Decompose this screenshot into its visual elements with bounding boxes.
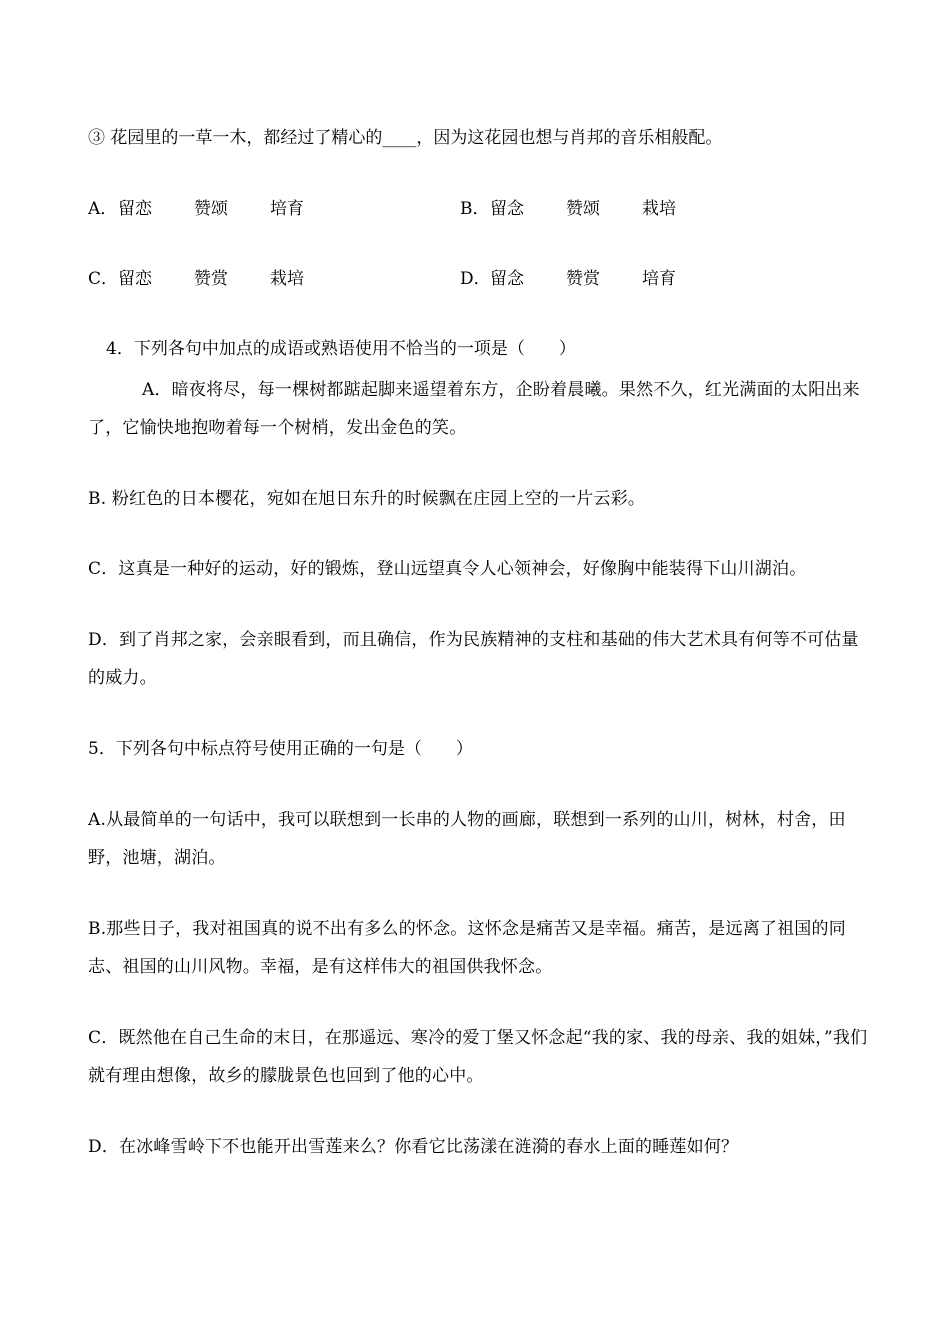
option-word: 赞颂 xyxy=(194,199,228,219)
option-word: 赞赏 xyxy=(566,269,600,289)
option-word: 留恋 xyxy=(118,269,152,289)
option-letter: B． xyxy=(460,199,490,219)
q5-option-c: C．既然他在自己生命的末日，在那遥远、寒冷的爱丁堡又怀念起“我的家、我的母亲、我的姐妹，”我们就有理由想像，故乡的朦胧景色也回到了他的心中。 xyxy=(88,1028,868,1086)
q4-option-d: D．到了肖邦之家，会亲眼看到，而且确信，作为民族精神的支柱和基础的伟大艺术具有何等不可估量的威力。 xyxy=(88,630,859,688)
q3-option-c xyxy=(88,268,346,290)
option-word: 赞赏 xyxy=(194,269,228,289)
option-word: 栽培 xyxy=(270,269,304,289)
option-letter: D． xyxy=(460,269,491,289)
q3-sentence-3: ③ 花园里的一草一木，都经过了精心的____，因为这花园也想与肖邦的音乐相般配。 xyxy=(88,128,723,148)
q4-stem: 4．下列各句中加点的成语或熟语使用不恰当的一项是（ ） xyxy=(106,339,576,359)
option-word: 培育 xyxy=(642,269,676,289)
q5-option-d: D．在冰峰雪岭下不也能开出雪莲来么？你看它比荡漾在涟漪的春水上面的睡莲如何？ xyxy=(88,1137,739,1157)
q4-option-c: C．这真是一种好的运动，好的锻炼，登山远望真令人心领神会，好像胸中能装得下山川湖泊。 xyxy=(88,559,807,579)
q3-option-d xyxy=(460,268,718,290)
option-word: 留恋 xyxy=(118,199,152,219)
q5-option-b: B.那些日子，我对祖国真的说不出有多么的怀念。这怀念是痛苦又是幸福。痛苦，是远离了祖国的同志、祖国的山川风物。幸福，是有这样伟大的祖国供我怀念。 xyxy=(88,919,846,977)
option-letter: C． xyxy=(88,269,119,289)
q3-option-a xyxy=(88,198,346,220)
q3-option-b xyxy=(460,198,718,220)
q4-option-b: B. 粉红色的日本樱花，宛如在旭日东升的时候飘在庄园上空的一片云彩。 xyxy=(88,489,646,509)
q5-option-a: A.从最简单的一句话中，我可以联想到一长串的人物的画廊，联想到一系列的山川，树林，村舍，田野，池塘，湖泊。 xyxy=(88,810,846,868)
option-word: 留念 xyxy=(490,269,524,289)
option-word: 留念 xyxy=(490,199,524,219)
option-word: 栽培 xyxy=(642,199,676,219)
q5-stem: 5．下列各句中标点符号使用正确的一句是（ ） xyxy=(88,739,473,759)
option-word: 培育 xyxy=(270,199,304,219)
option-word: 赞颂 xyxy=(566,199,600,219)
option-letter: A． xyxy=(88,199,118,219)
q4-option-a: A．暗夜将尽，每一棵树都踮起脚来遥望着东方，企盼着晨曦。果然不久，红光满面的太阳出来了，它愉快地抱吻着每一个树梢，发出金色的笑。 xyxy=(88,380,860,438)
